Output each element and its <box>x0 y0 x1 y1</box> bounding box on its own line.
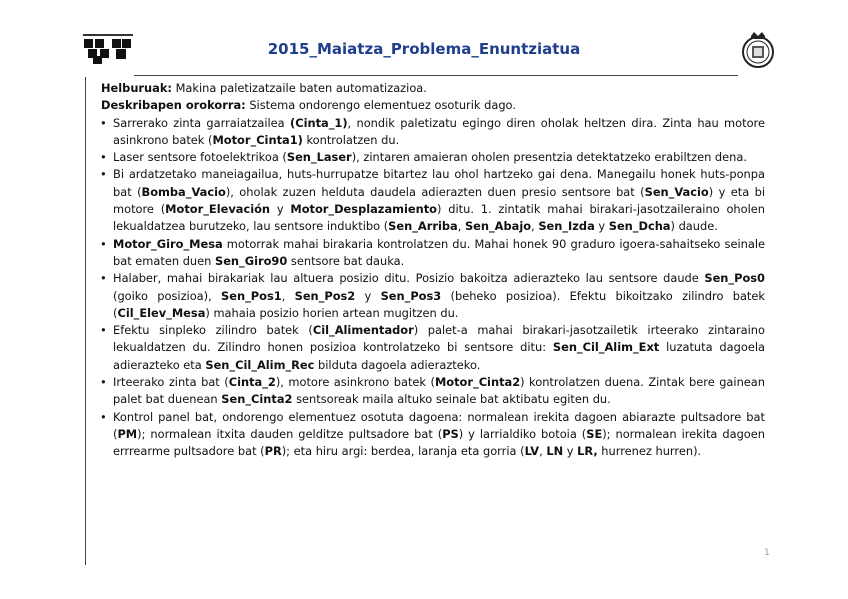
text-segment: sentsoreak maila altuko seinale bat aktibatu egiten du. <box>292 392 611 407</box>
term-bold: Cil_Elev_Mesa <box>117 305 206 320</box>
goal-paragraph <box>101 80 765 97</box>
text-segment: Sarrerako zinta garraiatzailea <box>113 115 290 130</box>
text-segment: bilduta dagoela adierazteko. <box>314 357 481 372</box>
text-segment: y <box>563 444 578 459</box>
goal-text: Makina paletizatzaile baten automatizazioa. <box>171 81 427 95</box>
text-segment: (beheko posizioa). Efektu bikoitzako zilindro batek ( <box>113 288 765 320</box>
text-segment: , <box>457 219 465 234</box>
description-text: Sistema ondorengo elementuez osoturik dago. <box>245 98 516 113</box>
list-item <box>101 236 765 271</box>
term-bold: Sen_Pos2 <box>294 288 356 303</box>
text-segment: y <box>270 202 291 217</box>
term-bold: SE <box>586 426 603 441</box>
term-bold: PM <box>117 426 138 441</box>
term-bold: Sen_Cil_Alim_Rec <box>205 357 315 372</box>
term-bold: Sen_Giro90 <box>215 253 288 268</box>
description-label: Deskribapen orokorra: <box>101 98 246 113</box>
term-bold: Sen_Dcha <box>608 219 671 234</box>
list-item <box>101 374 765 409</box>
page-title: 2015_Maiatza_Problema_Enuntziatua <box>267 40 581 58</box>
text-segment: ) y eta bi motore ( <box>113 184 765 217</box>
text-segment: ) daude. <box>670 219 718 234</box>
university-seal-icon <box>740 28 776 70</box>
text-segment: ); eta hiru argi: berdea, laranja eta gorria ( <box>281 444 525 459</box>
text-segment: y <box>594 219 609 234</box>
term-bold: Motor_Elevación <box>165 202 271 217</box>
term-bold: PS <box>442 426 459 441</box>
term-bold: Sen_Arriba <box>388 219 458 234</box>
text-segment: Laser sentsore fotoelektrikoa ( <box>113 150 287 165</box>
text-segment: Efektu sinpleko zilindro batek ( <box>113 323 313 338</box>
text-segment: ), oholak zuzen helduta daudela adierazten duen presio sentsore bat ( <box>225 184 645 199</box>
element-list <box>101 115 765 461</box>
text-segment: Halaber, mahai birakariak lau altuera posizio ditu. Posizio bakoitza adierazteko lau sentsore daude <box>113 271 705 286</box>
term-bold: Cinta_2 <box>228 375 276 390</box>
term-bold: Sen_Pos0 <box>704 271 765 286</box>
term-bold: Sen_Vacio <box>644 184 709 199</box>
list-item <box>101 322 765 374</box>
term-bold: (Cinta_1) <box>290 115 348 130</box>
description-paragraph <box>101 97 765 114</box>
text-segment: , <box>539 444 547 459</box>
text-segment: sentsore bat dauka. <box>287 253 405 268</box>
term-bold: Motor_Desplazamiento <box>290 202 438 217</box>
document-body <box>101 80 765 461</box>
list-item <box>101 149 765 166</box>
term-bold: Motor_Cinta1) <box>212 132 303 147</box>
page-number: 1 <box>764 548 770 558</box>
text-segment: y <box>355 288 381 303</box>
text-segment: Kontrol panel bat, ondorengo elementuez osotuta dagoena: normalean irekita dagoen abiarazte pultsadore bat ( <box>113 409 765 441</box>
header-divider <box>134 75 738 76</box>
text-segment: luzatuta dagoela adierazteko eta <box>113 340 765 372</box>
text-segment: Irteerako zinta bat ( <box>113 375 229 390</box>
term-bold: Motor_Cinta2 <box>434 375 521 390</box>
term-bold: Sen_Izda <box>538 219 595 234</box>
term-bold: PR <box>264 444 282 459</box>
term-bold: Sen_Cil_Alim_Ext <box>552 340 660 355</box>
term-bold: Sen_Pos1 <box>221 288 282 303</box>
text-segment: ) mahaia posizio horien artean mugitzen du. <box>205 305 459 320</box>
term-bold: Sen_Abajo <box>464 219 532 234</box>
text-segment: , <box>531 219 539 234</box>
text-segment: ); normalean irekita dagoen errrearme pultsadore bat ( <box>113 426 765 459</box>
text-segment: ) ditu. 1. zintatik mahai birakari-jasotzaileraino oholen lekualdatzea burutzeko, lau sentsore induktibo ( <box>113 202 765 234</box>
goal-label: Helburuak: <box>101 81 172 95</box>
left-border-line <box>85 77 86 565</box>
text-segment: motorrak mahai birakaria kontrolatzen du. Mahai honek 90 graduro igoera-sahaitseko seinale bat ematen duen <box>113 236 765 268</box>
text-segment: (goiko posizioa), <box>113 288 222 303</box>
text-segment: hurrenez hurren). <box>597 444 702 459</box>
text-segment: ), motore asinkrono batek ( <box>275 375 435 390</box>
term-bold: Sen_Laser <box>286 150 352 165</box>
term-bold: Motor_Giro_Mesa <box>113 236 223 251</box>
term-bold: LR, <box>577 444 598 459</box>
term-bold: Bomba_Vacio <box>141 184 226 199</box>
text-segment: , nondik paletizatu egingo diren oholak heltzen dira. Zinta hau motore asinkrono batek ( <box>113 115 765 147</box>
term-bold: Cil_Alimentador <box>312 323 414 338</box>
term-bold: LV <box>524 444 540 459</box>
list-item <box>101 166 765 235</box>
term-bold: Sen_Pos3 <box>380 288 442 303</box>
text-segment: ), zintaren amaieran oholen presentzia detektatzeko erabiltzen dena. <box>351 150 747 165</box>
list-item <box>101 270 765 322</box>
term-bold: LN <box>546 444 564 459</box>
text-segment: ) y larrialdiko botoia ( <box>458 426 587 441</box>
text-segment: Bi ardatzetako maneiagailua, huts-hurrupatze bitartez lau ohol hartzeko gai dena. Manegailu honek huts-ponpa bat ( <box>113 167 765 199</box>
list-item <box>101 115 765 150</box>
text-segment: , <box>281 288 295 303</box>
text-segment: ) kontrolatzen duena. Zintak bere gainean palet bat duenean <box>113 375 765 407</box>
list-item <box>101 409 765 461</box>
text-segment: ); normalean itxita dauden gelditze pultsadore bat ( <box>137 426 443 441</box>
term-bold: Sen_Cinta2 <box>221 392 293 407</box>
text-segment: kontrolatzen du. <box>302 132 400 147</box>
text-segment: ) palet-a mahai birakari-jasotzailetik irteerako zintaraino lekualdatzen du. Zilindro honen posizioa kontrolatzeko bi sentsore ditu: <box>113 323 765 355</box>
university-logo <box>82 31 134 65</box>
